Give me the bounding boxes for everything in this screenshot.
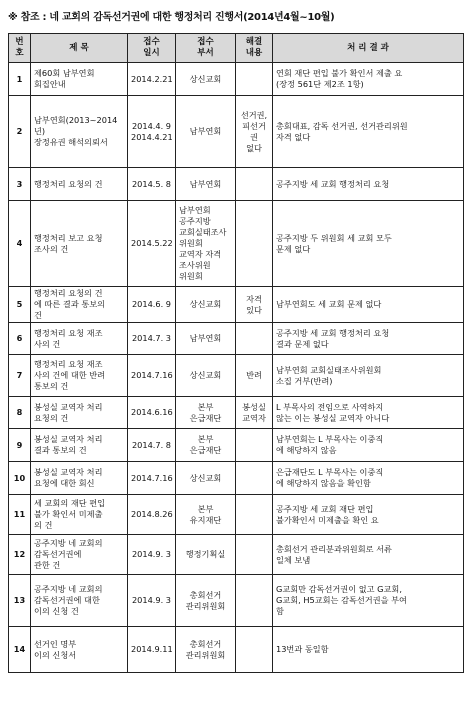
- cell-no: 5: [9, 287, 31, 323]
- cell-date: 2014.7.16: [128, 462, 176, 495]
- cell-dept: 총회선거 관리위원회: [176, 575, 236, 627]
- cell-subject: 봉성실 교역자 처리 결과 통보의 건: [31, 429, 128, 462]
- cell-no: 13: [9, 575, 31, 627]
- cell-resolution: [236, 201, 273, 287]
- header-row: [9, 34, 464, 63]
- cell-no: 8: [9, 397, 31, 429]
- cell-resolution: [236, 462, 273, 495]
- cell-dept: 남부연회: [176, 323, 236, 355]
- cell-date: 2014.9.11: [128, 627, 176, 673]
- cell-no: 10: [9, 462, 31, 495]
- cell-subject: 세 교회의 재단 편입 불가 확인서 미제출 의 건: [31, 495, 128, 535]
- cell-date: 2014.6.16: [128, 397, 176, 429]
- process-table: [8, 33, 464, 673]
- table-row: [9, 397, 464, 429]
- table-row: [9, 535, 464, 575]
- cell-date: 2014.2.21: [128, 63, 176, 96]
- table-row: [9, 201, 464, 287]
- cell-no: 12: [9, 535, 31, 575]
- cell-subject: 행정처리 요청의 건: [31, 168, 128, 201]
- table-row: [9, 287, 464, 323]
- cell-result: 공주지방 두 위원회 세 교회 모두 문제 없다: [273, 201, 464, 287]
- cell-dept: 남부연회: [176, 96, 236, 168]
- cell-resolution: [236, 323, 273, 355]
- cell-result: 은급재단도 L 부목사는 이중직 에 해당하지 않음을 확인함: [273, 462, 464, 495]
- cell-dept: 상신교회: [176, 355, 236, 397]
- cell-subject: 행정처리 보고 요청 조사의 건: [31, 201, 128, 287]
- cell-date: 2014.4. 9 2014.4.21: [128, 96, 176, 168]
- cell-dept: 남부연회 공주지방 교회실태조사 위원회 교역자 자격 조사위원 위원회: [176, 201, 236, 287]
- cell-result: 연회 재단 편입 불가 확인서 제출 요 (장정 561단 제2조 1항): [273, 63, 464, 96]
- cell-result: 공주지방 세 교회 재단 편입 불가확인서 미제출을 확인 요: [273, 495, 464, 535]
- cell-dept: 총회선거 관리위원회: [176, 627, 236, 673]
- cell-subject: 남부연회(2013~2014년) 장정유권 해석의뢰서: [31, 96, 128, 168]
- header-dept: 접수 부서: [176, 34, 236, 63]
- cell-no: 3: [9, 168, 31, 201]
- cell-resolution: [236, 535, 273, 575]
- cell-resolution: [236, 575, 273, 627]
- cell-subject: 행정처리 요청의 건 에 따른 결과 통보의 건: [31, 287, 128, 323]
- document-title: ※ 참조 : 네 교회의 감독선거권에 대한 행정처리 진행서(2014년4월~10월): [8, 12, 335, 23]
- table-row: [9, 495, 464, 535]
- header-no: 번 호: [9, 34, 31, 63]
- header-resolution: 해결 내용: [236, 34, 273, 63]
- cell-no: 9: [9, 429, 31, 462]
- table-row: [9, 462, 464, 495]
- cell-result: 남부연회 교회실태조사위원회 소집 거부(반려): [273, 355, 464, 397]
- cell-subject: 봉성실 교역자 처리 요청의 건: [31, 397, 128, 429]
- cell-date: 2014.5.22: [128, 201, 176, 287]
- cell-no: 4: [9, 201, 31, 287]
- table-row: [9, 323, 464, 355]
- cell-subject: 선거인 명부 이의 신청서: [31, 627, 128, 673]
- cell-subject: 공주지방 네 교회의 감독선거권에 대한 이의 신청 건: [31, 575, 128, 627]
- cell-date: 2014.5. 8: [128, 168, 176, 201]
- cell-resolution: 반려: [236, 355, 273, 397]
- table-row: [9, 96, 464, 168]
- cell-no: 6: [9, 323, 31, 355]
- cell-resolution: 선거권, 피선거권 없다: [236, 96, 273, 168]
- cell-date: 2014.9. 3: [128, 535, 176, 575]
- cell-resolution: 봉성실 교역자: [236, 397, 273, 429]
- cell-dept: 본부 은급재단: [176, 429, 236, 462]
- cell-no: 7: [9, 355, 31, 397]
- cell-subject: 행정처리 요청 재조 사의 건: [31, 323, 128, 355]
- cell-date: 2014.7. 3: [128, 323, 176, 355]
- cell-resolution: 자격 있다: [236, 287, 273, 323]
- cell-dept: 행정기획실: [176, 535, 236, 575]
- cell-subject: 봉성실 교역자 처리 요청에 대한 회신: [31, 462, 128, 495]
- cell-result: 공주지방 세 교회 행정처리 요청: [273, 168, 464, 201]
- cell-subject: 행정처리 요청 재조 사의 건에 대한 반려 통보의 건: [31, 355, 128, 397]
- cell-subject: 공주지방 네 교회의 감독선거권에 관한 건: [31, 535, 128, 575]
- cell-resolution: [236, 627, 273, 673]
- cell-date: 2014.7.16: [128, 355, 176, 397]
- cell-dept: 상신교회: [176, 287, 236, 323]
- cell-dept: 본부 은급재단: [176, 397, 236, 429]
- cell-result: 남부연회도 세 교회 문제 없다: [273, 287, 464, 323]
- cell-no: 2: [9, 96, 31, 168]
- cell-resolution: [236, 429, 273, 462]
- table-row: [9, 168, 464, 201]
- cell-date: 2014.6. 9: [128, 287, 176, 323]
- header-subject: 제 목: [31, 34, 128, 63]
- cell-resolution: [236, 63, 273, 96]
- cell-resolution: [236, 168, 273, 201]
- cell-no: 14: [9, 627, 31, 673]
- table-row: [9, 575, 464, 627]
- cell-no: 1: [9, 63, 31, 96]
- cell-result: L 부목사의 전임으로 사역하지 않는 이는 봉성실 교역자 아니다: [273, 397, 464, 429]
- cell-result: 총회선거 관리분과위원회로 서류 일체 보냄: [273, 535, 464, 575]
- cell-dept: 남부연회: [176, 168, 236, 201]
- cell-date: 2014.8.26: [128, 495, 176, 535]
- cell-result: G교회만 감독선거권이 없고 G교회, G교회, H5교회는 감독선거권을 부여 함: [273, 575, 464, 627]
- header-date: 접수 일시: [128, 34, 176, 63]
- cell-result: 공주지방 세 교회 행정처리 요청 결과 문제 없다: [273, 323, 464, 355]
- header-result: 처 리 결 과: [273, 34, 464, 63]
- table-row: [9, 627, 464, 673]
- cell-dept: 상신교회: [176, 63, 236, 96]
- cell-date: 2014.9. 3: [128, 575, 176, 627]
- cell-date: 2014.7. 8: [128, 429, 176, 462]
- table-row: [9, 429, 464, 462]
- table-row: [9, 355, 464, 397]
- cell-result: 남부연회는 L 부목사는 이중직 에 해당하지 않음: [273, 429, 464, 462]
- cell-dept: 상신교회: [176, 462, 236, 495]
- cell-result: 13번과 동일함: [273, 627, 464, 673]
- cell-dept: 본부 유지재단: [176, 495, 236, 535]
- cell-result: 총회대표, 감독 선거권, 선거관리위원 자격 없다: [273, 96, 464, 168]
- table-row: [9, 63, 464, 96]
- cell-subject: 제60회 남부연회 회집안내: [31, 63, 128, 96]
- cell-no: 11: [9, 495, 31, 535]
- cell-resolution: [236, 495, 273, 535]
